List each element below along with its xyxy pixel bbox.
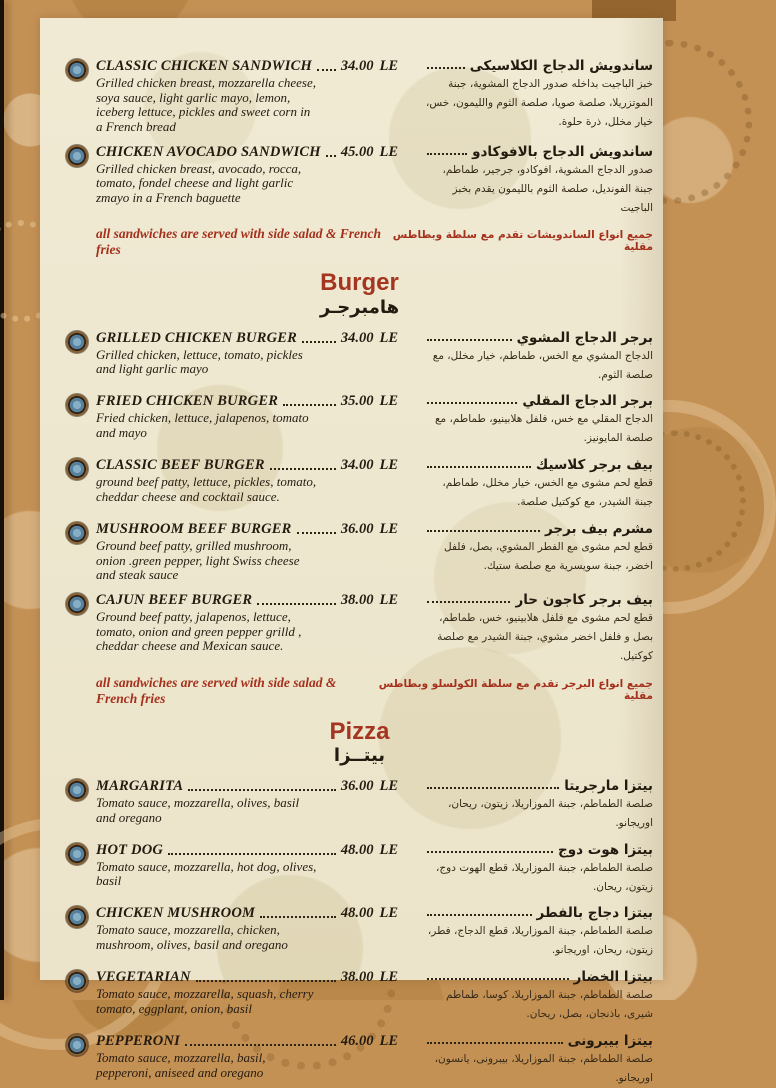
item-price: 46.00 LE <box>340 1033 398 1049</box>
serving-note-ar: جميع انواع الساندويشات تقدم مع سلطة وبطاطس مقلية <box>392 229 653 254</box>
menu-item-english <box>66 521 398 583</box>
menu-item-arabic <box>422 842 653 897</box>
dotted-leader <box>427 530 540 532</box>
item-name-en: CAJUN BEEF BURGER <box>96 592 253 609</box>
dotted-leader <box>260 916 336 918</box>
section-title-ar: هامبرجـر <box>319 296 400 318</box>
item-price-unit: LE <box>379 58 398 74</box>
binding-edge-shadow <box>0 0 4 1000</box>
item-description-ar: صلصة الطماطم، جبنة الموزاريلا، بيبرونى، يانسون، اوريجانو. <box>434 1053 653 1084</box>
item-price: 48.00 LE <box>340 841 398 858</box>
menu-item <box>66 393 653 448</box>
dotted-leader <box>326 155 336 157</box>
menu-item-english <box>66 393 398 440</box>
medallion-bullet-icon <box>66 779 88 801</box>
menu-item <box>66 58 653 135</box>
menu-item-arabic <box>422 393 653 448</box>
item-name-en: CHICKEN MUSHROOM <box>96 905 256 922</box>
dotted-leader <box>168 853 336 855</box>
menu-item-english <box>66 330 398 377</box>
item-description-ar: الدجاج المشوي مع الخس، طماطم، خيار مخلل، مع صلصة الثوم. <box>432 349 653 381</box>
item-description-ar: صدور الدجاج المشوية، افوكادو، جرجير، طماطم، جبنة الفونديل، صلصة الثوم بالليمون يقدم بخبز الباجيت <box>442 163 653 214</box>
menu-item-english <box>66 592 398 654</box>
item-description-ar: قطع لحم مشوى مع فلفل هلابينيو، خس، طماطم، بصل و فلفل اخضر مشوي، جبنة الشيدر مع صلصة كوكتيل. <box>437 612 653 662</box>
section-title-ar: بيتــزا <box>333 744 386 766</box>
item-price: 38.00 LE <box>340 969 398 986</box>
item-name-en: MARGARITA <box>96 777 184 794</box>
item-name-ar: بيف برجر كلاسيك <box>535 457 653 474</box>
menu-item <box>66 842 653 897</box>
dotted-leader <box>317 69 336 71</box>
dotted-leader <box>427 466 531 468</box>
menu-item-english <box>66 905 398 952</box>
menu-item-english <box>66 1033 398 1080</box>
item-price-unit: LE <box>379 329 398 346</box>
item-name-ar: برجر الدجاج المشوي <box>516 329 653 346</box>
medallion-bullet-icon <box>66 394 88 416</box>
item-price: 34.00 LE <box>340 58 398 74</box>
item-name-ar: ساندويش الدجاج الكلاسيكى <box>469 58 653 74</box>
menu-item-english <box>66 144 398 206</box>
item-name-ar: بيتزا هوت دوج <box>558 841 653 858</box>
item-description-ar: صلصة الطماطم، جبنة الموزاريلا، قطع الدجاج، فطر، زيتون، ريحان، اوريجانو. <box>427 925 653 957</box>
item-price: 38.00 LE <box>340 592 398 609</box>
item-description-ar: صلصة الطماطم، جبنة الموزاريلا، قطع الهوت دوج، زيتون، ريحان. <box>436 861 653 893</box>
item-name-en: VEGETARIAN <box>96 969 191 986</box>
item-description-en: Ground beef patty, grilled mushroom, onion .green pepper, light Swiss cheese and steak sauce <box>96 537 300 583</box>
dotted-leader <box>427 601 510 603</box>
medallion-bullet-icon <box>66 522 88 544</box>
item-price-unit: LE <box>379 1033 398 1049</box>
item-name-en: HOT DOG <box>96 841 164 858</box>
item-name-ar: بيتزا الخضار <box>573 969 653 986</box>
item-description-en: Ground beef patty, jalapenos, lettuce, tomato, onion and green pepper grilld , cheddar cheese and Mexican sauce. <box>96 609 302 654</box>
item-description-en: ground beef patty, lettuce, pickles, tomato, cheddar cheese and cocktail sauce. <box>96 474 317 504</box>
item-price-unit: LE <box>379 905 398 922</box>
serving-note-en: all sandwiches are served with side salad & French fries <box>96 226 382 258</box>
item-price: 48.00 LE <box>340 905 398 922</box>
menu-item-arabic <box>422 905 653 960</box>
item-description-en: Grilled chicken breast, avocado, rocca, tomato, fondel cheese and light garlic zmayo in a French baguette <box>96 160 302 206</box>
menu-item-arabic <box>422 457 653 512</box>
item-price-unit: LE <box>379 457 398 474</box>
section-header <box>66 270 653 317</box>
item-price-unit: LE <box>379 841 398 858</box>
item-description-en: Tomato sauce, mozzarella, squash, cherry tomato, eggplant, onion, basil <box>96 986 314 1016</box>
menu-item-english <box>66 58 398 135</box>
menu-item <box>66 592 653 666</box>
item-price-unit: LE <box>379 592 398 609</box>
dotted-leader <box>196 980 336 982</box>
serving-note-ar: جميع انواع البرجر تقدم مع سلطة الكولسلو وبطاطس مقلية <box>378 677 653 702</box>
item-name-en: CLASSIC CHICKEN SANDWICH <box>96 58 312 74</box>
dotted-leader <box>270 468 336 470</box>
item-description-en: Tomato sauce, mozzarella, hot dog, olives, basil <box>96 858 317 889</box>
medallion-bullet-icon <box>66 458 88 480</box>
medallion-bullet-icon <box>66 906 88 928</box>
item-description-en: Tomato sauce, mozzarella, olives, basil and oregano <box>96 794 300 825</box>
serving-note-en: all sandwiches are served with side salad & French fries <box>96 674 337 706</box>
item-description-ar: خبز الباجيت بداخله صدور الدجاج المشوية، جبنة الموتزريلا، صلصة صويا، صلصة الثوم والليمون، خس، خيار مخلل، ذرة حلوة. <box>425 78 653 128</box>
item-name-ar: برجر الدجاج المقلي <box>522 393 653 410</box>
menu-item-arabic <box>422 969 653 1024</box>
item-price: 35.00 LE <box>340 393 398 410</box>
dotted-leader <box>283 404 336 406</box>
menu-item <box>66 778 653 833</box>
item-price: 34.00 LE <box>340 457 398 474</box>
item-name-ar: بيف برجر كاجون حار <box>515 592 653 609</box>
item-name-en: GRILLED CHICKEN BURGER <box>96 329 297 346</box>
menu-panel <box>40 18 663 1084</box>
dotted-leader <box>302 341 336 343</box>
section-title-en: Pizza <box>329 717 390 745</box>
menu-item-arabic <box>422 1033 653 1088</box>
item-name-en: PEPPERONI <box>96 1033 180 1049</box>
item-description-ar: قطع لحم مشوى مع الفطر المشوي، بصل، فلفل اخضر، جبنة سويسرية مع صلصة ستيك. <box>444 540 653 572</box>
item-description-en: Grilled chicken, lettuce, tomato, pickles and light garlic mayo <box>96 346 303 377</box>
medallion-bullet-icon <box>66 843 88 865</box>
dotted-leader <box>427 787 559 789</box>
menu-item-english <box>66 457 398 504</box>
item-description-ar: الدجاج المقلي مع خس، فلفل هلابينيو، طماطم، مع صلصة المايونيز. <box>434 413 653 445</box>
item-price: 45.00 LE <box>340 143 398 160</box>
dotted-leader <box>427 1042 563 1044</box>
menu-item-arabic <box>422 778 653 833</box>
item-description-en: Fried chicken, lettuce, jalapenos, tomato and mayo <box>96 410 309 441</box>
item-name-ar: بيتزا مارجريتا <box>564 777 653 794</box>
menu-item <box>66 1033 653 1088</box>
item-description-ar: صلصة الطماطم، جبنة الموزاريلا، زيتون، ريحان، اوريجانو. <box>447 797 653 829</box>
menu-item-english <box>66 969 398 1016</box>
dotted-leader <box>427 339 512 341</box>
medallion-bullet-icon <box>66 145 88 167</box>
item-description-en: Tomato sauce, mozzarella, chicken, mushroom, olives, basil and oregano <box>96 922 288 953</box>
item-price-unit: LE <box>379 143 398 160</box>
menu-item-arabic <box>422 521 653 576</box>
dotted-leader <box>427 851 553 853</box>
item-price: 36.00 LE <box>340 520 398 537</box>
medallion-bullet-icon <box>66 59 88 81</box>
menu-item <box>66 457 653 512</box>
menu-item-english <box>66 842 398 889</box>
dotted-leader <box>257 603 336 605</box>
item-name-ar: ساندويش الدجاج بالافوكادو <box>472 143 653 160</box>
menu-item-english <box>66 778 398 825</box>
dotted-leader <box>427 978 569 980</box>
dotted-leader <box>427 402 517 404</box>
item-price: 36.00 LE <box>340 777 398 794</box>
section-title-en: Burger <box>320 269 399 297</box>
item-name-en: FRIED CHICKEN BURGER <box>96 393 279 410</box>
menu-item-arabic <box>422 144 653 218</box>
menu-item-arabic <box>422 592 653 666</box>
serving-note <box>66 226 653 258</box>
item-price-unit: LE <box>379 777 398 794</box>
menu-item-arabic <box>422 58 653 132</box>
item-name-en: CHICKEN AVOCADO SANDWICH <box>96 143 321 160</box>
menu-item <box>66 521 653 583</box>
item-description-ar: صلصة الطماطم، جبنة الموزاريلا، كوسا، طماطم شيرى، باذنجان، بصل، ريحان. <box>445 989 653 1021</box>
item-description-en: Tomato sauce, mozzarella, basil, pepperoni, aniseed and oregano <box>96 1050 266 1080</box>
item-price: 34.00 LE <box>340 329 398 346</box>
dotted-leader <box>427 67 465 69</box>
item-name-ar: مشرم بيف برجر <box>544 520 653 537</box>
dotted-leader <box>427 914 532 916</box>
menu-item <box>66 905 653 960</box>
dotted-leader <box>297 532 336 534</box>
dotted-leader <box>185 1044 336 1046</box>
item-name-ar: بيتزا بيبرونى <box>567 1033 653 1049</box>
item-description-ar: قطع لحم مشوى مع الخس، خيار مخلل، طماطم، جبنة الشيدر، مع كوكتيل صلصة. <box>442 477 653 509</box>
item-name-en: MUSHROOM BEEF BURGER <box>96 520 292 537</box>
item-price-unit: LE <box>379 969 398 986</box>
item-price-unit: LE <box>379 393 398 410</box>
dotted-leader <box>427 153 467 155</box>
item-name-ar: بيتزا دجاج بالفطر <box>536 905 653 922</box>
menu-item <box>66 969 653 1024</box>
medallion-bullet-icon <box>66 331 88 353</box>
item-name-en: CLASSIC BEEF BURGER <box>96 457 265 474</box>
medallion-bullet-icon <box>66 593 88 615</box>
medallion-bullet-icon <box>66 1034 88 1056</box>
menu-item <box>66 144 653 218</box>
section-header <box>66 719 653 766</box>
menu-item-arabic <box>422 330 653 385</box>
item-price-unit: LE <box>379 520 398 537</box>
item-description-en: Grilled chicken breast, mozzarella cheese, soya sauce, light garlic mayo, lemon, iceberg lettuce, pickles and sweet corn in a French bread <box>96 75 316 135</box>
dotted-leader <box>188 789 336 791</box>
serving-note <box>66 675 653 707</box>
menu-item <box>66 330 653 385</box>
medallion-bullet-icon <box>66 970 88 992</box>
